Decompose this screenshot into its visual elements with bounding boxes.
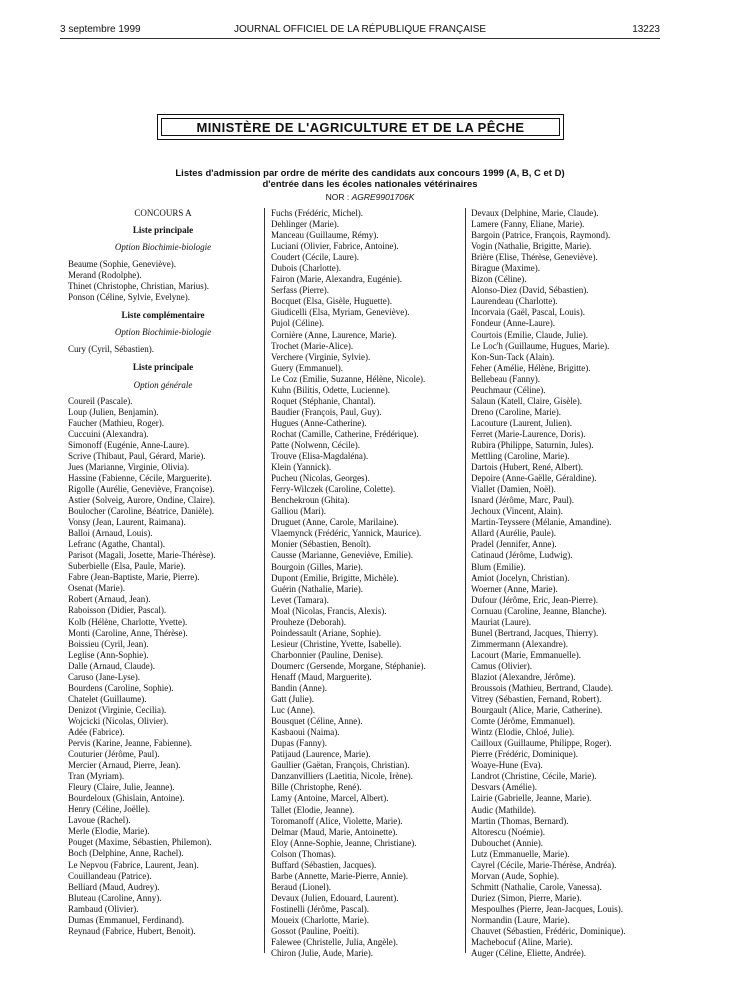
candidate-name: Alonso-Diez (David, Sébastien). — [471, 285, 589, 296]
candidate-name: Denizot (Virginie, Cecilia). — [68, 704, 167, 715]
candidate-name: Lamere (Fanny, Eliane, Marie). — [471, 219, 585, 230]
column-3 — [471, 208, 666, 959]
candidate-name: Dupont (Emilie, Brigitte, Michèle). — [271, 572, 399, 583]
candidate-name: Fairon (Marie, Alexandra, Eugénie). — [271, 274, 402, 285]
candidate-name: Incorvaia (Gaël, Pascal, Louis). — [471, 307, 585, 318]
candidate-name: Schmitt (Nathalie, Carole, Vanessa). — [471, 881, 602, 892]
candidate-name: Doumerc (Gersende, Morgane, Stéphanie). — [271, 660, 426, 671]
candidate-name: Roquet (Stéphanie, Chantal). — [271, 395, 376, 406]
candidate-name: Cornière (Anne, Laurence, Marie). — [271, 329, 397, 340]
column-divider-1 — [264, 208, 265, 953]
candidate-name: Bunel (Bertrand, Jacques, Thierry). — [471, 627, 599, 638]
candidate-name: Balloi (Arnaud, Louis). — [68, 528, 153, 539]
candidate-name: Rubira (Philippe, Saturnin, Jules). — [471, 439, 594, 450]
candidate-name: Manceau (Guillaume, Rémy). — [271, 230, 379, 241]
candidate-name: Merand (Rodolphe). — [68, 270, 142, 281]
candidate-name: Merle (Elodie, Marie). — [68, 826, 150, 837]
candidate-name: Gatt (Julie). — [271, 694, 314, 705]
candidate-name: Pradel (Jennifer, Anne). — [471, 539, 557, 550]
candidate-name: Coudert (Cécile, Laure). — [271, 252, 359, 263]
candidate-name: Mettling (Caroline, Marie). — [471, 451, 570, 462]
candidate-name: Lutz (Emmanuelle, Marie). — [471, 848, 570, 859]
candidate-name: Bluteau (Caroline, Anny). — [68, 892, 162, 903]
candidate-name: Woerner (Anne, Marie). — [471, 583, 558, 594]
candidate-name: Bellebeau (Fanny). — [471, 373, 540, 384]
candidate-name: Coureil (Pascale). — [68, 395, 133, 406]
candidate-name: Vlaemynck (Frédéric, Yannick, Maurice). — [271, 528, 422, 539]
candidate-name: Wojcicki (Nicolas, Olivier). — [68, 715, 169, 726]
candidate-name: Lairie (Gabrielle, Jeanne, Marie). — [471, 793, 592, 804]
candidate-name: Woaye-Hune (Eva). — [471, 760, 543, 771]
candidate-name: Lavoue (Rachel). — [68, 815, 131, 826]
candidate-name: Landrot (Christine, Cécile, Marie). — [471, 771, 597, 782]
candidate-name: Bizon (Céline). — [471, 274, 527, 285]
candidate-name: Couillandeau (Patrice). — [68, 870, 152, 881]
candidate-name: Le Loc'h (Guillaume, Hugues, Marie). — [471, 340, 610, 351]
candidate-name: Desvars (Amélie). — [471, 782, 537, 793]
candidate-name: Le Nepvou (Fabrice, Laurent, Jean). — [68, 859, 199, 870]
document-title — [100, 168, 640, 190]
candidate-name: Ponson (Céline, Sylvie, Evelyne). — [68, 292, 190, 303]
candidate-name: Boissieu (Cyril, Jean). — [68, 638, 149, 649]
option-heading-2: Option Biochimie-biologie — [114, 327, 212, 338]
candidate-name: Osenat (Marie). — [68, 583, 125, 594]
candidate-name: Couturier (Jérôme, Paul). — [68, 749, 160, 760]
candidate-name: Dufour (Jérôme, Eric, Jean-Pierre). — [471, 594, 598, 605]
candidate-name: Loup (Julien, Benjamin). — [68, 406, 159, 417]
nor-label: NOR : — [325, 192, 350, 202]
candidate-name: Luc (Anne). — [271, 705, 315, 716]
candidate-name: Depoire (Anne-Gaëlle, Géraldine). — [471, 473, 597, 484]
candidate-name: Vitrey (Sébastien, Fernand, Robert). — [471, 694, 602, 705]
list-heading-principale-2: Liste principale — [132, 362, 194, 373]
candidate-name: Toromanoff (Alice, Violette, Marie). — [271, 815, 403, 826]
candidate-name: Beraud (Lionel). — [271, 881, 331, 892]
nor-reference — [250, 192, 490, 202]
candidate-name: Lamy (Antoine, Marcel, Albert). — [271, 793, 389, 804]
candidate-name: Gossot (Pauline, Poeïti). — [271, 926, 359, 937]
candidate-name: Duriez (Simon, Pierre, Marie). — [471, 892, 582, 903]
candidate-name: Fostinelli (Jérôme, Pascal). — [271, 903, 369, 914]
candidate-name: Gaullier (Gaëtan, François, Christian). — [271, 760, 410, 771]
header-date: 3 septembre 1999 — [60, 24, 141, 35]
column-divider-2 — [465, 208, 466, 953]
candidate-name: Dreno (Caroline, Marie). — [471, 406, 561, 417]
candidate-name: Fondeur (Anne-Laure). — [471, 318, 555, 329]
candidate-name: Rambaud (Olivier). — [68, 903, 139, 914]
candidate-name: Pierre (Frédéric, Dominique). — [471, 749, 578, 760]
ministry-box — [157, 114, 564, 140]
candidate-name: Camus (Olivier). — [471, 660, 532, 671]
candidate-name: Chauvet (Sébastien, Frédéric, Dominique). — [471, 926, 626, 937]
candidate-name: Hugues (Anne-Catherine). — [271, 417, 367, 428]
candidate-name: Reynaud (Fabrice, Hubert, Benoit). — [68, 925, 196, 936]
candidate-name: Thinet (Christophe, Christian, Marius). — [68, 281, 209, 292]
list-heading-principale-1: Liste principale — [132, 225, 194, 236]
candidate-name: Mauriat (Laure). — [471, 616, 531, 627]
candidate-name: Patijaud (Laurence, Marie). — [271, 749, 371, 760]
candidate-name: Galliou (Mari). — [271, 506, 326, 517]
candidate-name: Courtois (Emilie, Claude, Julie). — [471, 329, 588, 340]
candidate-list-2 — [68, 344, 258, 355]
candidate-name: Delmar (Maud, Marie, Antoinette). — [271, 826, 398, 837]
candidate-name: Martin (Thomas, Bernard). — [471, 815, 569, 826]
candidate-name: Serfass (Pierre). — [271, 285, 329, 296]
candidate-name: Devaux (Julien, Edouard, Laurent). — [271, 892, 399, 903]
candidate-name: Kuhn (Bilitis, Odette, Lucienne). — [271, 384, 390, 395]
candidate-name: Vonsy (Jean, Laurent, Raimana). — [68, 517, 186, 528]
candidate-name: Dehlinger (Marie). — [271, 219, 339, 230]
candidate-name: Le Coz (Emilie, Suzanne, Hélène, Nicole). — [271, 373, 426, 384]
candidate-name: Guery (Emmanuel). — [271, 362, 343, 373]
candidate-name: Druguet (Anne, Carole, Marilaine). — [271, 517, 399, 528]
candidate-name: Amiot (Jocelyn, Christian). — [471, 572, 570, 583]
candidate-name: Chiron (Julie, Aude, Marie). — [271, 948, 373, 959]
candidate-name: Pucheu (Nicolas, Georges). — [271, 473, 370, 484]
candidate-name: Blum (Emilie). — [471, 561, 526, 572]
candidate-name: Caruso (Jane-Lyse). — [68, 671, 140, 682]
candidate-name: Catinaud (Jérôme, Ludwig). — [471, 550, 573, 561]
candidate-name: Allard (Aurélie, Paule). — [471, 528, 556, 539]
header-page-number: 13223 — [632, 24, 660, 35]
candidate-name: Brière (Elise, Thérèse, Geneviève). — [471, 252, 598, 263]
candidate-name: Boulocher (Caroline, Béatrice, Danièle). — [68, 506, 214, 517]
candidate-name: Bocquet (Elsa, Gisèle, Huguette). — [271, 296, 392, 307]
candidate-name: Robert (Arnaud, Jean). — [68, 594, 151, 605]
candidate-name: Normandin (Laure, Marie). — [471, 915, 570, 925]
candidate-name: Machebocuf (Aline, Marie). — [471, 937, 573, 948]
candidate-name: Henry (Céline, Joëlle). — [68, 804, 150, 815]
candidate-name: Cailloux (Guillaume, Philippe, Roger). — [471, 738, 612, 749]
header-journal-title: JOURNAL OFFICIEL DE LA RÉPUBLIQUE FRANÇAISE — [233, 24, 487, 35]
candidate-name: Monier (Sébastien, Benoît). — [271, 539, 371, 550]
candidate-name: Mercier (Arnaud, Pierre, Jean). — [68, 760, 181, 771]
candidate-name: Buffard (Sébastien, Jacques). — [271, 859, 377, 870]
candidate-name: Danzanvilliers (Laetitia, Nicole, Irène). — [271, 771, 413, 782]
candidate-name: Hassine (Fabienne, Cécile, Marguerite). — [68, 472, 212, 483]
candidate-name: Eloy (Anne-Sophie, Jeanne, Christiane). — [271, 837, 417, 848]
candidate-name: Tran (Myriam). — [68, 771, 125, 782]
candidate-name: Faucher (Mathieu, Roger). — [68, 417, 164, 428]
candidate-name: Trouve (Elisa-Magdaléna). — [271, 451, 369, 462]
candidate-name: Altorescu (Noémie). — [471, 826, 545, 837]
candidate-name: Bousquet (Céline, Anne). — [271, 716, 363, 727]
candidate-name: Lacourt (Marie, Emmanuelle). — [471, 649, 581, 660]
candidate-name: Auger (Céline, Eliette, Andrée). — [471, 948, 586, 959]
candidate-name: Peuchmaur (Céline). — [471, 384, 546, 395]
header-rule — [60, 38, 660, 39]
candidate-name: Lesieur (Christine, Yvette, Isabelle). — [271, 638, 402, 649]
candidate-name: Cornuau (Caroline, Jeanne, Blanche). — [471, 605, 607, 616]
candidate-name: Suberbielle (Elsa, Paule, Marie). — [68, 561, 186, 572]
candidate-name: Birague (Maxime). — [471, 263, 540, 274]
candidate-name: Zimmermann (Alexandre). — [471, 638, 568, 649]
candidate-name: Moueix (Charlotte, Marie). — [271, 915, 369, 925]
candidate-name: Cuccuini (Alexandra). — [68, 428, 149, 439]
candidate-name: Fleury (Claire, Julie, Jeanne). — [68, 782, 175, 793]
candidate-name: Dubouchet (Annie). — [471, 837, 543, 848]
candidate-name: Leglise (Ann-Sophie). — [68, 649, 149, 660]
candidate-name: Jues (Marianne, Virginie, Olivia). — [68, 461, 190, 472]
candidate-name: Causse (Marianne, Geneviève, Emilie). — [271, 550, 413, 561]
option-heading-1: Option Biochimie-biologie — [114, 242, 212, 253]
candidate-name: Comte (Jérôme, Emmanuel). — [471, 716, 575, 727]
candidate-name: Klein (Yannick). — [271, 462, 332, 473]
candidate-name: Henaff (Maud, Marguerite). — [271, 671, 372, 682]
page-header — [60, 24, 660, 38]
candidate-name: Ferry-Wilczek (Caroline, Colette). — [271, 484, 396, 495]
candidate-name: Ferret (Marie-Laurence, Doris). — [471, 428, 586, 439]
candidate-name: Chatelet (Guillaume). — [68, 693, 147, 704]
candidate-name: Raboisson (Didier, Pascal). — [68, 605, 167, 616]
candidate-name: Parisot (Magali, Josette, Marie-Thérèse). — [68, 550, 216, 561]
candidate-name: Scrive (Thibaut, Paul, Gérard, Marie). — [68, 450, 206, 461]
candidate-name: Feher (Amélie, Hélène, Brigitte). — [471, 362, 591, 373]
candidate-name: Giudicelli (Elsa, Myriam, Geneviève). — [271, 307, 410, 318]
candidate-name: Kolb (Hélène, Charlotte, Yvette). — [68, 616, 188, 627]
candidate-name: Astier (Solveig, Aurore, Ondine, Claire). — [68, 494, 215, 505]
candidate-name: Bourdeloux (Ghislain, Antoine). — [68, 793, 185, 804]
candidate-name: Charbonnier (Pauline, Denise). — [271, 649, 383, 660]
candidate-name: Verchere (Virginie, Sylvie). — [271, 351, 371, 362]
candidate-name: Boch (Delphine, Anne, Rachel). — [68, 848, 184, 859]
candidate-name: Martin-Teyssere (Mélanie, Amandine). — [471, 517, 612, 528]
candidate-name: Belliard (Maud, Audrey). — [68, 881, 160, 892]
candidate-name: Cayrel (Cécile, Marie-Thérèse, Andréa). — [471, 859, 617, 870]
candidate-name: Rochat (Camille, Catherine, Frédérique). — [271, 428, 419, 439]
candidate-name: Kon-Sun-Tack (Alain). — [471, 351, 555, 362]
title-line-1: Listes d'admission par ordre de mérite des candidats aux concours 1999 (A, B, C et D) — [175, 168, 565, 179]
candidate-name: Bargoin (Patrice, François, Raymond). — [471, 230, 611, 241]
candidate-name: Patte (Nolwenn, Cécile). — [271, 439, 360, 450]
title-line-2: d'entrée dans les écoles nationales vétérinaires — [262, 179, 478, 190]
candidate-name: Dubois (Charlotte). — [271, 263, 341, 274]
concours-heading: CONCOURS A — [134, 208, 192, 218]
candidate-name: Monti (Caroline, Anne, Thérèse). — [68, 627, 188, 638]
candidate-name: Morvan (Aude, Sophie). — [471, 870, 559, 881]
candidate-name: Fuchs (Frédéric, Michel). — [271, 208, 363, 218]
candidate-name: Barbe (Annette, Marie-Pierre, Annie). — [271, 870, 408, 881]
candidate-name: Wintz (Elodie, Chloé, Julie). — [471, 727, 575, 738]
candidate-name: Guérin (Nathalie, Marie). — [271, 583, 363, 594]
candidate-name: Rigolle (Aurélie, Geneviève, Françoise). — [68, 483, 215, 494]
candidate-name: Isnard (Jérôme, Marc, Paul). — [471, 495, 574, 506]
candidate-name: Broussois (Mathieu, Bertrand, Claude). — [471, 683, 613, 694]
candidate-list-1 — [68, 259, 258, 303]
candidate-name: Jechoux (Vincent, Alain). — [471, 506, 563, 517]
column-2 — [271, 208, 463, 959]
candidate-name: Salaun (Katell, Claire, Gisèle). — [471, 395, 582, 406]
candidate-name: Audic (Mathilde). — [471, 804, 536, 815]
ministry-title: MINISTÈRE DE L'AGRICULTURE ET DE LA PÊCHE — [161, 118, 560, 136]
option-heading-3: Option générale — [133, 379, 193, 390]
candidate-name: Falewee (Christelle, Julia, Angèle). — [271, 937, 398, 948]
candidate-name: Levet (Tamara). — [271, 594, 329, 605]
candidate-name: Benchekroun (Ghita). — [271, 495, 350, 506]
candidate-name: Prouheze (Deborah). — [271, 616, 346, 627]
candidate-name: Bandin (Anne). — [271, 683, 327, 694]
candidate-name: Beaume (Sophie, Geneviève). — [68, 259, 176, 270]
candidate-name: Vogin (Nathalie, Brigitte, Marie). — [471, 241, 592, 252]
candidate-name: Blaziot (Alexandre, Jérôme). — [471, 671, 576, 682]
candidate-name: Bille (Christophe, René). — [271, 782, 362, 793]
candidate-name: Dumas (Emmanuel, Ferdinand). — [68, 914, 184, 925]
candidate-name: Bourdens (Caroline, Sophie). — [68, 682, 174, 693]
candidate-name: Trochet (Marie-Alice). — [271, 340, 354, 351]
candidate-name: Pervis (Karine, Jeanne, Fabienne). — [68, 738, 192, 749]
candidate-name: Luciani (Olivier, Fabrice, Antoine). — [271, 241, 399, 252]
candidate-name: Mespoulhes (Pierre, Jean-Jacques, Louis). — [471, 903, 623, 914]
candidate-name: Bourgault (Alice, Marie, Catherine). — [471, 705, 603, 716]
candidate-name: Dupas (Fanny). — [271, 738, 327, 749]
candidate-name: Fabre (Jean-Baptiste, Marie, Pierre). — [68, 572, 200, 583]
candidate-name: Lefranc (Agathe, Chantal). — [68, 539, 165, 550]
candidate-name: Pouget (Maxime, Sébastien, Philemon). — [68, 837, 212, 848]
list-heading-complementaire: Liste complémentaire — [121, 310, 205, 321]
candidate-name: Cury (Cyril, Sébastien). — [68, 344, 154, 355]
candidate-name: Lacouture (Laurent, Julien). — [471, 417, 572, 428]
candidate-name: Colson (Thomas). — [271, 848, 336, 859]
candidate-name: Bourgoin (Gilles, Marie). — [271, 561, 363, 572]
candidate-name: Kasbaoui (Naima). — [271, 727, 340, 738]
candidate-name: Dalle (Arnaud, Claude). — [68, 660, 155, 671]
candidate-name: Devaux (Delphine, Marie, Claude). — [471, 208, 599, 218]
candidate-name: Moal (Nicolas, Francis, Alexis). — [271, 605, 387, 616]
candidate-name: Tallet (Elodie, Jeanne). — [271, 804, 355, 815]
candidate-name: Viallet (Damien, Noël). — [471, 484, 556, 495]
candidate-name: Poindessault (Ariane, Sophie). — [271, 627, 381, 638]
candidate-name: Simonoff (Eugénie, Anne-Laure). — [68, 439, 190, 450]
nor-code: AGRE9901706K — [351, 192, 415, 202]
candidate-name: Laurendeau (Charlotte). — [471, 296, 558, 307]
candidate-list-3 — [68, 396, 258, 937]
candidate-name: Dartois (Hubert, René, Albert). — [471, 462, 583, 473]
candidate-name: Baudier (François, Paul, Guy). — [271, 406, 382, 417]
column-1 — [68, 208, 258, 937]
candidate-name: Pujol (Céline). — [271, 318, 324, 329]
candidate-name: Adée (Fabrice). — [68, 726, 125, 737]
